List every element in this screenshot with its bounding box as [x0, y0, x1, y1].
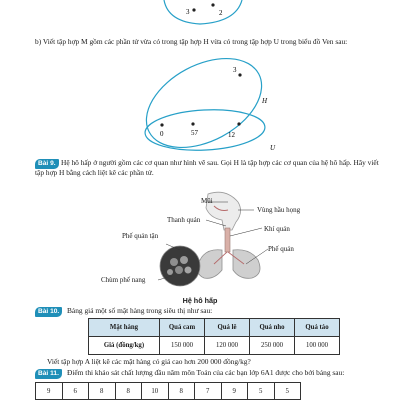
- table-header-cell: Quả nho: [250, 319, 295, 337]
- table-cell: 8: [115, 383, 142, 400]
- table-row-label: Giá (đồng/kg): [89, 337, 160, 355]
- top-venn-diagram: [0, 0, 400, 30]
- bai9-badge: Bài 9.: [35, 159, 59, 169]
- venn-diagram-h-u: [0, 55, 400, 155]
- table-cell: 9: [36, 383, 63, 400]
- element-dot: [238, 73, 241, 76]
- element-label: 0: [160, 130, 164, 138]
- label-mui: Mũi: [201, 197, 213, 205]
- table-row: [36, 383, 301, 400]
- set-u-label: U: [270, 144, 276, 152]
- element-label: 57: [191, 129, 198, 137]
- top-venn-ellipse: [164, 0, 242, 24]
- scores-table: [35, 382, 301, 400]
- label-khi-quan: Khí quản: [264, 225, 290, 233]
- table-cell: 7: [195, 383, 222, 400]
- element-dot: [160, 123, 163, 126]
- bai11-badge: Bài 11.: [35, 369, 62, 379]
- alveoli-cluster: [180, 256, 188, 264]
- set-h-label: H: [262, 97, 268, 105]
- table-header-cell: Quả cam: [160, 319, 205, 337]
- table-cell: 120 000: [205, 337, 250, 355]
- alveoli-cluster: [170, 258, 178, 266]
- bai10-question: Viết tập hợp A liệt kê các mặt hàng có giá cao hơn 200 000 đồng/kg?: [47, 357, 251, 366]
- table-header-row: [89, 319, 340, 337]
- table-header-cell: Mặt hàng: [89, 319, 160, 337]
- respiratory-figure: [0, 190, 400, 295]
- label-thanh-quan: Thanh quản: [167, 216, 201, 224]
- figure-caption: Hệ hô hấp: [182, 296, 218, 305]
- top-venn-dot: [211, 3, 214, 6]
- label-vung-hau-hong: Vùng hầu họng: [257, 206, 301, 214]
- bai11-text: Điểm thi khảo sát chất lượng đầu năm môn Toán của các bạn lớp 6A1 được cho bởi bảng sau:: [67, 368, 345, 377]
- table-cell: 8: [89, 383, 116, 400]
- label-phe-quan-tan: Phế quản tận: [122, 232, 159, 240]
- right-lung-shape: [233, 250, 260, 279]
- top-venn-label: 2: [219, 9, 223, 17]
- alveoli-cluster: [175, 266, 183, 274]
- bai10-text: Bảng giá một số mặt hàng trong siêu thị như sau:: [67, 306, 213, 315]
- alveoli-cluster: [185, 267, 192, 274]
- label-chum-phe-nang: Chùm phế nang: [101, 276, 146, 284]
- table-header-cell: Quả táo: [295, 319, 340, 337]
- table-cell: 100 000: [295, 337, 340, 355]
- element-dot: [237, 122, 240, 125]
- top-venn-dot: [192, 8, 195, 11]
- table-cell: 8: [168, 383, 195, 400]
- bai10-badge: Bài 10.: [35, 307, 62, 317]
- table-cell: 5: [274, 383, 301, 400]
- trachea-shape: [225, 228, 230, 252]
- table-header-cell: Quả lê: [205, 319, 250, 337]
- bai9-text: Hệ hô hấp ở người gồm các cơ quan như hình vẽ sau. Gọi H là tập hợp các cơ quan của hệ hô hấp. Hãy viết tập hợp H bằng cách liệt kê các phần tử.: [35, 158, 379, 177]
- table-cell: 150 000: [160, 337, 205, 355]
- element-label: 12: [228, 131, 235, 139]
- table-cell: 10: [142, 383, 169, 400]
- table-cell: 250 000: [250, 337, 295, 355]
- alveoli-cluster: [167, 269, 173, 275]
- top-venn-label: 3: [186, 8, 190, 16]
- label-phe-quan: Phế quản: [268, 245, 294, 253]
- table-row: [89, 337, 340, 355]
- part-b-text: b) Viết tập hợp M gồm các phần tử vừa có trong tập hợp H vừa có trong tập hợp U trong biểu đồ Ven sau:: [35, 37, 348, 46]
- set-h-ellipse: [131, 55, 276, 155]
- element-label: 3: [233, 66, 237, 74]
- element-dot: [191, 122, 194, 125]
- table-cell: 9: [221, 383, 248, 400]
- left-lung-shape: [198, 250, 222, 279]
- price-table: [88, 318, 340, 355]
- alveoli-circle: [160, 246, 200, 286]
- table-cell: 6: [62, 383, 89, 400]
- table-cell: 5: [248, 383, 275, 400]
